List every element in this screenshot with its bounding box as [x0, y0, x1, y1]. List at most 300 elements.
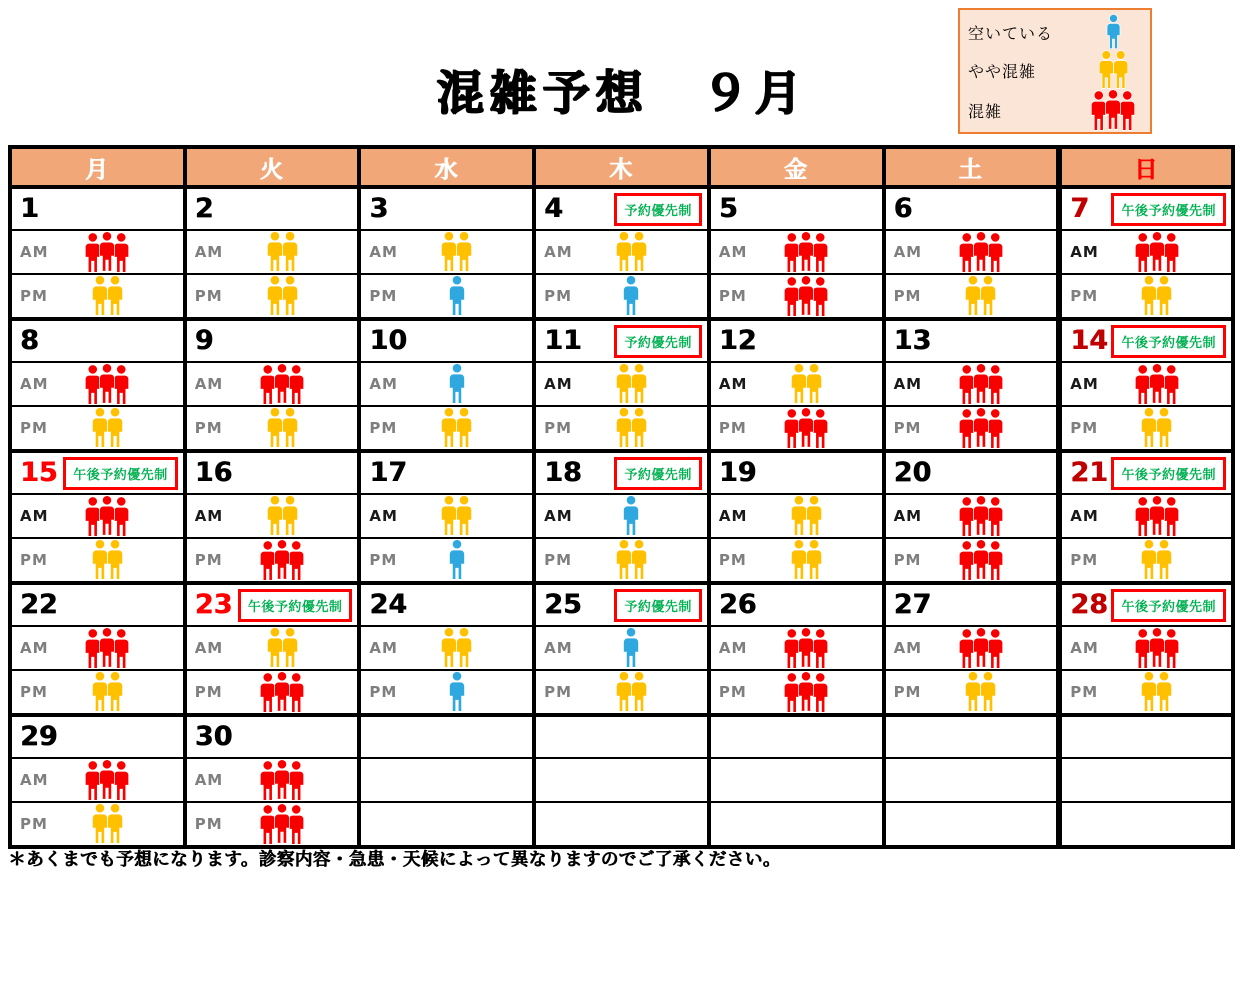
crowd-icon-high [58, 363, 183, 405]
pm-row [886, 405, 1057, 449]
crowd-icon-high [932, 363, 1057, 405]
am-label: AM [1070, 507, 1099, 525]
am-row [711, 493, 882, 537]
crowd-icon-mid [582, 407, 707, 449]
am-label: AM [194, 375, 224, 393]
day-cell-12 [709, 319, 884, 451]
calendar-table [8, 145, 1235, 849]
crowd-icon-mid [233, 407, 358, 449]
pm-row [711, 273, 882, 317]
page-title: 混雑予想 ９月 [436, 66, 807, 121]
crowd-icon-mid [58, 803, 183, 845]
crowd-icon-mid [58, 407, 183, 449]
day-number: 28 [1070, 589, 1108, 620]
am-label: AM [20, 771, 49, 789]
pm-row [1062, 405, 1231, 449]
crowd-icon-mid [1108, 671, 1231, 713]
day-header [536, 717, 707, 757]
pm-label: PM [369, 287, 398, 305]
day-number: 3 [369, 193, 389, 224]
day-header [12, 585, 183, 625]
am-label: AM [1070, 375, 1099, 393]
priority-badge: 午後予約優先制 [1111, 589, 1226, 622]
pm-label: PM [893, 551, 922, 569]
am-label: AM [544, 507, 573, 525]
crowd-icon-mid [407, 231, 532, 273]
pm-label: PM [194, 287, 223, 305]
crowd-icon-high [1108, 495, 1231, 537]
day-cell-27 [884, 583, 1059, 715]
pm-row [187, 669, 358, 713]
day-number: 12 [718, 325, 757, 356]
priority-badge: 予約優先制 [614, 193, 702, 226]
crowd-icon-high [757, 627, 882, 669]
day-cell-8 [10, 319, 185, 451]
crowd-icon-mid [1108, 407, 1231, 449]
am-row [536, 625, 707, 669]
pm-row [12, 273, 183, 317]
day-header [886, 453, 1057, 493]
pm-label: PM [718, 551, 747, 569]
day-header [711, 189, 882, 229]
day-header [361, 585, 532, 625]
crowd-icon-mid [407, 495, 532, 537]
am-row [1062, 361, 1231, 405]
legend-row-somewhat-crowded [968, 50, 1142, 90]
am-row [361, 757, 532, 801]
am-row [12, 493, 183, 537]
crowd-icon-mid [757, 539, 882, 581]
day-number: 27 [893, 589, 932, 620]
crowd-icon-mid [1108, 275, 1231, 317]
day-cell-30 [185, 715, 360, 847]
pm-label: PM [194, 683, 223, 701]
am-row [361, 625, 532, 669]
pm-row [536, 801, 707, 845]
am-row [711, 361, 882, 405]
am-row [187, 757, 358, 801]
am-row [536, 361, 707, 405]
am-row [886, 361, 1057, 405]
day-header [536, 585, 707, 625]
am-label: AM [20, 639, 49, 657]
priority-badge: 予約優先制 [614, 325, 702, 358]
crowd-icon-high [233, 363, 358, 405]
crowd-icon-high [1108, 231, 1231, 273]
person-trio-red-icon [1084, 89, 1142, 131]
crowd-icon-mid [1108, 539, 1231, 581]
day-cell-29 [10, 715, 185, 847]
pm-label: PM [893, 287, 922, 305]
am-label: AM [718, 507, 748, 525]
crowd-icon-mid [582, 363, 707, 405]
day-cell-26 [709, 583, 884, 715]
priority-badge: 午後予約優先制 [1111, 457, 1226, 490]
pm-row [1062, 669, 1231, 713]
legend-label-crowded: 混雑 [968, 101, 1003, 121]
crowd-icon-high [932, 627, 1057, 669]
crowd-icon-high [757, 407, 882, 449]
pm-row [886, 273, 1057, 317]
day-cell-19 [709, 451, 884, 583]
pm-row [361, 669, 532, 713]
pm-label: PM [369, 683, 398, 701]
crowd-icon-mid [233, 627, 358, 669]
crowd-icon-mid [58, 671, 183, 713]
day-cell-22 [10, 583, 185, 715]
day-number: 23 [194, 589, 233, 620]
day-cell-7 [1058, 187, 1233, 319]
empty-day-cell [884, 715, 1059, 847]
day-number: 18 [544, 457, 582, 488]
day-header [361, 717, 532, 757]
am-label: AM [369, 507, 398, 525]
crowd-icon-high [757, 671, 882, 713]
pm-row [886, 801, 1057, 845]
crowd-icon-high [932, 495, 1057, 537]
day-cell-2 [185, 187, 360, 319]
day-header [536, 321, 707, 361]
crowd-icon-mid [757, 495, 882, 537]
am-row [711, 757, 882, 801]
am-row [1062, 757, 1231, 801]
am-row [711, 625, 882, 669]
day-cell-14 [1058, 319, 1233, 451]
pm-row [187, 801, 358, 845]
day-cell-24 [359, 583, 534, 715]
pm-row [12, 537, 183, 581]
am-row [1062, 625, 1231, 669]
day-cell-28 [1058, 583, 1233, 715]
day-header [1062, 717, 1231, 757]
crowd-icon-low [407, 539, 532, 581]
pm-row [1062, 273, 1231, 317]
am-row [1062, 493, 1231, 537]
am-row [886, 757, 1057, 801]
crowd-icon-high [58, 759, 183, 801]
pm-label: PM [194, 551, 223, 569]
pm-label: PM [1070, 551, 1099, 569]
day-number: 10 [369, 325, 407, 356]
crowd-icon-low [582, 275, 707, 317]
day-header [711, 585, 882, 625]
pm-row [361, 405, 532, 449]
legend-row-crowded [968, 90, 1142, 130]
disclaimer-note: ＊あくまでも予想になります。診察内容・急患・天候によって異なりますのでご了承ください。 [8, 850, 781, 870]
day-number: 11 [544, 325, 582, 356]
am-row [886, 229, 1057, 273]
pm-label: PM [194, 815, 223, 833]
pm-row [12, 801, 183, 845]
crowd-icon-mid [407, 407, 532, 449]
pm-row [711, 801, 882, 845]
weekday-header-土: 土 [884, 147, 1059, 187]
am-label: AM [20, 243, 49, 261]
am-row [361, 229, 532, 273]
day-number: 20 [893, 457, 932, 488]
empty-day-cell [709, 715, 884, 847]
am-label: AM [544, 375, 573, 393]
pm-label: PM [369, 551, 398, 569]
am-row [187, 229, 358, 273]
day-cell-25 [534, 583, 709, 715]
day-number: 1 [20, 193, 39, 224]
am-label: AM [893, 639, 923, 657]
day-number: 26 [718, 589, 757, 620]
day-cell-10 [359, 319, 534, 451]
am-label: AM [20, 507, 49, 525]
crowd-icon-low [582, 495, 707, 537]
am-row [536, 229, 707, 273]
day-header [187, 585, 358, 625]
pm-label: PM [893, 419, 922, 437]
pm-row [12, 405, 183, 449]
day-header [886, 321, 1057, 361]
am-label: AM [544, 243, 573, 261]
pm-row [536, 273, 707, 317]
day-header [187, 321, 358, 361]
weekday-header-水: 水 [359, 147, 534, 187]
crowd-icon-high [932, 231, 1057, 273]
crowd-icon-high [58, 627, 183, 669]
legend-row-available [968, 14, 1142, 50]
pm-label: PM [544, 419, 573, 437]
day-number: 25 [544, 589, 582, 620]
day-number: 13 [893, 325, 932, 356]
legend-label-available: 空いている [968, 23, 1054, 43]
am-label: AM [194, 507, 224, 525]
day-header [12, 717, 183, 757]
crowd-icon-high [58, 495, 183, 537]
day-number: 30 [194, 721, 233, 752]
am-row [536, 493, 707, 537]
crowd-icon-high [757, 231, 882, 273]
day-header [12, 189, 183, 229]
weekday-header-金: 金 [709, 147, 884, 187]
empty-day-cell [534, 715, 709, 847]
pm-row [187, 405, 358, 449]
crowd-icon-mid [582, 539, 707, 581]
day-header [187, 189, 358, 229]
pm-label: PM [20, 551, 48, 569]
priority-badge: 午後予約優先制 [1111, 325, 1226, 358]
day-cell-1 [10, 187, 185, 319]
priority-badge: 午後予約優先制 [238, 589, 353, 622]
crowd-icon-high [932, 407, 1057, 449]
day-number: 6 [893, 193, 913, 224]
day-cell-16 [185, 451, 360, 583]
weekday-header-火: 火 [185, 147, 360, 187]
crowd-icon-high [1108, 363, 1231, 405]
day-cell-4 [534, 187, 709, 319]
am-label: AM [194, 771, 224, 789]
day-number: 19 [718, 457, 757, 488]
pm-label: PM [369, 419, 398, 437]
am-label: AM [369, 243, 398, 261]
am-label: AM [369, 375, 398, 393]
day-header [12, 321, 183, 361]
day-header [1062, 189, 1231, 229]
day-number: 21 [1070, 457, 1108, 488]
day-header [886, 585, 1057, 625]
crowd-icon-high [233, 803, 358, 845]
am-label: AM [194, 639, 224, 657]
day-header [1062, 585, 1231, 625]
crowd-icon-mid [407, 627, 532, 669]
am-label: AM [194, 243, 224, 261]
day-header [361, 189, 532, 229]
empty-day-cell [1058, 715, 1233, 847]
crowd-icon-mid [233, 495, 358, 537]
pm-row [187, 537, 358, 581]
pm-label: PM [544, 287, 573, 305]
pm-row [711, 405, 882, 449]
day-number: 14 [1070, 325, 1108, 356]
empty-day-cell [359, 715, 534, 847]
day-cell-23 [185, 583, 360, 715]
crowding-legend [958, 8, 1152, 134]
person-single-blue-icon [1084, 14, 1142, 50]
pm-row [886, 669, 1057, 713]
pm-label: PM [544, 683, 573, 701]
pm-row [12, 669, 183, 713]
am-row [1062, 229, 1231, 273]
pm-label: PM [20, 419, 48, 437]
day-number: 4 [544, 193, 563, 224]
am-label: AM [718, 243, 748, 261]
crowd-icon-high [233, 759, 358, 801]
day-cell-21 [1058, 451, 1233, 583]
pm-row [886, 537, 1057, 581]
day-cell-17 [359, 451, 534, 583]
pm-row [187, 273, 358, 317]
crowd-icon-mid [932, 671, 1057, 713]
priority-badge: 午後予約優先制 [1111, 193, 1226, 226]
am-label: AM [20, 375, 49, 393]
weekday-header-木: 木 [534, 147, 709, 187]
pm-label: PM [20, 683, 48, 701]
day-header [536, 453, 707, 493]
day-number: 16 [194, 457, 233, 488]
day-number: 8 [20, 325, 39, 356]
pm-row [711, 669, 882, 713]
pm-row [711, 537, 882, 581]
am-row [187, 493, 358, 537]
day-header [711, 321, 882, 361]
day-header [536, 189, 707, 229]
pm-label: PM [194, 419, 223, 437]
am-row [711, 229, 882, 273]
crowd-icon-high [233, 539, 358, 581]
day-header [711, 453, 882, 493]
pm-row [1062, 537, 1231, 581]
day-number: 15 [20, 457, 58, 488]
day-header [1062, 321, 1231, 361]
priority-badge: 午後予約優先制 [63, 457, 178, 490]
am-label: AM [718, 639, 748, 657]
crowd-icon-mid [58, 539, 183, 581]
crowd-icon-low [582, 627, 707, 669]
am-label: AM [1070, 639, 1099, 657]
day-header [187, 717, 358, 757]
day-number: 7 [1070, 193, 1090, 224]
day-number: 24 [369, 589, 407, 620]
am-label: AM [893, 507, 923, 525]
day-cell-15 [10, 451, 185, 583]
am-label: AM [893, 243, 923, 261]
crowd-icon-mid [58, 275, 183, 317]
crowd-icon-mid [757, 363, 882, 405]
weekday-header-月: 月 [10, 147, 185, 187]
pm-row [536, 669, 707, 713]
priority-badge: 予約優先制 [614, 457, 702, 490]
pm-row [361, 801, 532, 845]
crowd-icon-high [757, 275, 882, 317]
day-number: 9 [194, 325, 214, 356]
person-pair-yellow-icon [1084, 50, 1142, 90]
legend-label-somewhat-crowded: やや混雑 [968, 61, 1037, 81]
day-header [361, 321, 532, 361]
day-header [12, 453, 183, 493]
pm-label: PM [1070, 419, 1099, 437]
day-header [711, 717, 882, 757]
am-row [12, 361, 183, 405]
am-row [187, 625, 358, 669]
day-cell-5 [709, 187, 884, 319]
day-cell-13 [884, 319, 1059, 451]
am-row [886, 625, 1057, 669]
pm-label: PM [893, 683, 922, 701]
crowd-icon-mid [233, 275, 358, 317]
pm-label: PM [1070, 683, 1099, 701]
day-number: 2 [194, 193, 214, 224]
pm-row [536, 405, 707, 449]
am-label: AM [369, 639, 398, 657]
am-row [12, 757, 183, 801]
day-header [187, 453, 358, 493]
pm-row [536, 537, 707, 581]
day-number: 17 [369, 457, 407, 488]
pm-label: PM [718, 419, 747, 437]
pm-label: PM [1070, 287, 1099, 305]
priority-badge: 予約優先制 [614, 589, 702, 622]
am-row [12, 229, 183, 273]
am-row [187, 361, 358, 405]
am-row [886, 493, 1057, 537]
day-cell-18 [534, 451, 709, 583]
crowd-icon-high [1108, 627, 1231, 669]
day-cell-11 [534, 319, 709, 451]
crowd-icon-low [407, 275, 532, 317]
am-label: AM [893, 375, 923, 393]
am-row [361, 493, 532, 537]
day-number: 5 [718, 193, 738, 224]
crowd-icon-low [407, 363, 532, 405]
pm-label: PM [718, 683, 747, 701]
crowd-icon-high [58, 231, 183, 273]
pm-label: PM [544, 551, 573, 569]
day-cell-9 [185, 319, 360, 451]
day-header [886, 717, 1057, 757]
pm-label: PM [20, 287, 48, 305]
day-cell-6 [884, 187, 1059, 319]
day-cell-3 [359, 187, 534, 319]
crowd-icon-low [407, 671, 532, 713]
day-number: 22 [20, 589, 58, 620]
am-label: AM [1070, 243, 1099, 261]
crowd-icon-high [233, 671, 358, 713]
pm-row [1062, 801, 1231, 845]
